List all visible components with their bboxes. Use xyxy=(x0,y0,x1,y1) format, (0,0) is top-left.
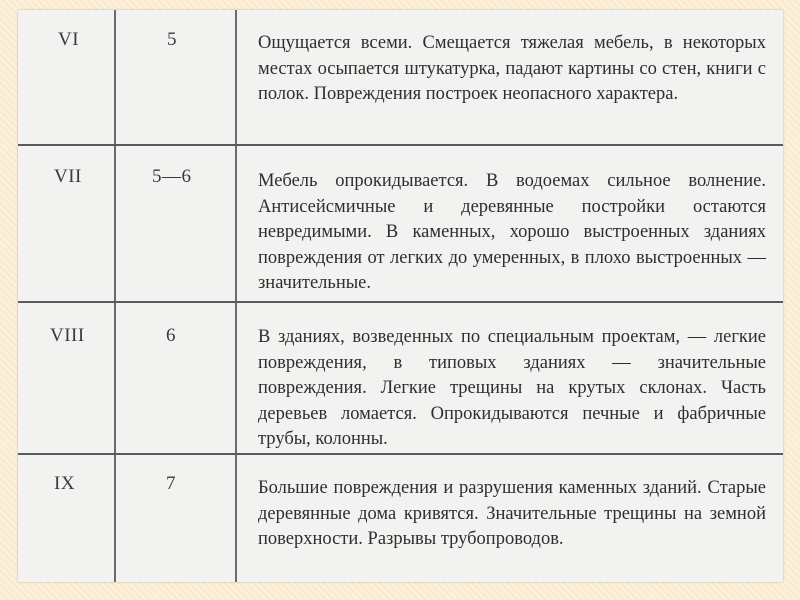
table-row xyxy=(18,146,783,301)
magnitude-cell: 6 xyxy=(166,325,176,346)
intensity-cell: VII xyxy=(54,166,82,187)
intensity-cell: VI xyxy=(58,29,80,50)
magnitude-cell: 5 xyxy=(167,29,177,50)
scanned-table-image xyxy=(18,10,783,582)
table-row xyxy=(18,455,783,582)
table-row xyxy=(18,10,783,144)
description-cell: В зданиях, возведенных по специальным проектам, — легкие повреждения, в типовых зданиях — значительные повреждения. Легкие трещины на крутых склонах. Часть деревьев ломается. Опрокидываются печные и фабричные трубы, колонны. xyxy=(258,327,766,449)
description-cell: Мебель опрокидывается. В водоемах сильное волнение. Антисейсмичные и деревянные постройки остаются невредимыми. В каменных, хорошо выстроенных зданиях повреждения от легких до умеренных, в плохо выстроенных — значительные. xyxy=(258,171,766,293)
intensity-cell: IX xyxy=(54,473,76,494)
seismic-intensity-table xyxy=(18,10,783,582)
magnitude-cell: 5—6 xyxy=(152,166,192,187)
description-cell: Ощущается всеми. Смещается тяжелая мебель, в некоторых местах осыпается штукатурка, падают картины со стен, книги с полок. Повреждения построек неопасного характера. xyxy=(258,33,766,104)
intensity-cell: VIII xyxy=(50,325,85,346)
description-cell: Большие повреждения и разрушения каменных зданий. Старые деревянные дома кривятся. Значительные трещины на земной поверхности. Разрывы трубопроводов. xyxy=(258,478,766,549)
table-row xyxy=(18,303,783,453)
magnitude-cell: 7 xyxy=(166,473,176,494)
